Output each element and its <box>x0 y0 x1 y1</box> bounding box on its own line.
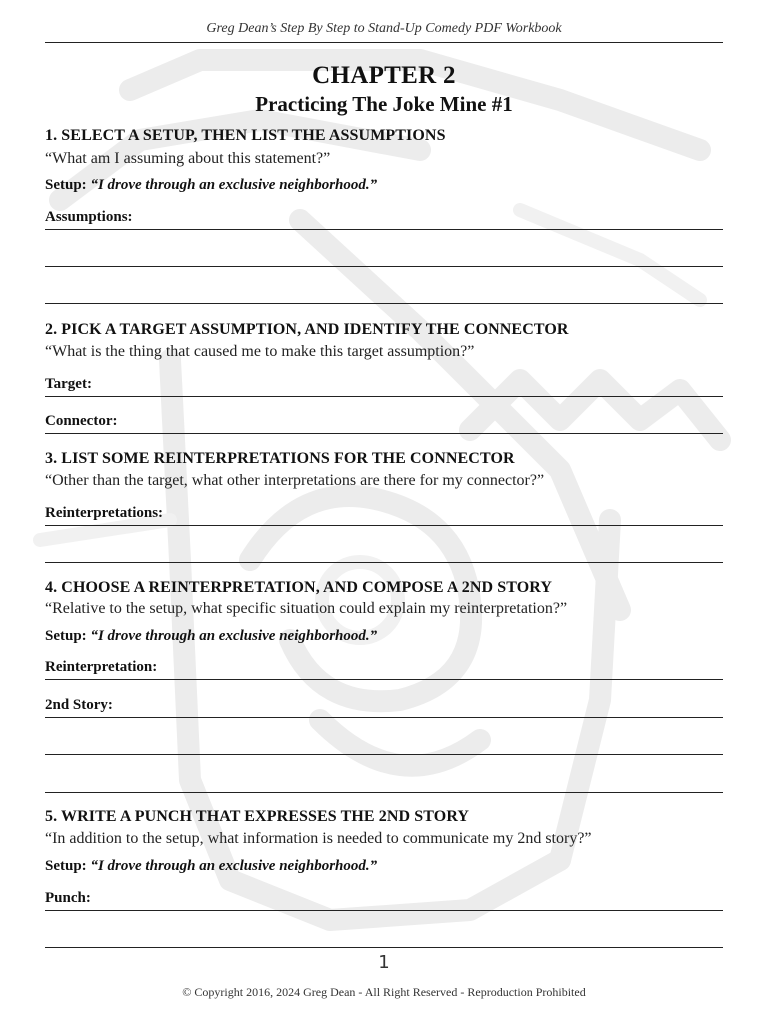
section-5-setup <box>45 858 377 875</box>
assumptions-answer-line-1[interactable] <box>45 229 723 230</box>
page-number: 1 <box>378 952 390 973</box>
second-story-answer-line-3[interactable] <box>45 792 723 793</box>
second-story-label: 2nd Story: <box>45 697 113 713</box>
page-header-title: Greg Dean’s Step By Step to Stand-Up Comedy PDF Workbook <box>206 21 562 36</box>
reinterpretations-answer-line-2[interactable] <box>45 562 723 563</box>
copyright-notice: © Copyright 2016, 2024 Greg Dean - All Right Reserved - Reproduction Prohibited <box>182 985 586 999</box>
reinterpretation-label: Reinterpretation: <box>45 659 158 675</box>
second-story-answer-line-1[interactable] <box>45 717 723 718</box>
setup-value: “I drove through an exclusive neighborhood.” <box>90 858 378 874</box>
section-5-heading: 5. WRITE A PUNCH THAT EXPRESSES THE 2ND STORY <box>45 808 470 825</box>
section-5-prompt: “In addition to the setup, what information is needed to communicate my 2nd story?” <box>45 830 592 847</box>
section-3-prompt: “Other than the target, what other interpretations are there for my connector?” <box>45 472 545 489</box>
chapter-title: CHAPTER 2 <box>312 62 456 89</box>
setup-value: “I drove through an exclusive neighborhood.” <box>90 177 378 193</box>
chapter-subtitle: Practicing The Joke Mine #1 <box>255 92 513 116</box>
punch-answer-line-2[interactable] <box>45 947 723 948</box>
punch-label: Punch: <box>45 890 91 906</box>
second-story-answer-line-2[interactable] <box>45 754 723 755</box>
section-2-heading: 2. PICK A TARGET ASSUMPTION, AND IDENTIFY THE CONNECTOR <box>45 321 569 338</box>
assumptions-answer-line-3[interactable] <box>45 303 723 304</box>
section-3-heading: 3. LIST SOME REINTERPRETATIONS FOR THE CONNECTOR <box>45 450 515 467</box>
setup-value: “I drove through an exclusive neighborhood.” <box>90 628 378 644</box>
section-4-setup <box>45 628 377 645</box>
reinterpretations-answer-line-1[interactable] <box>45 525 723 526</box>
target-label: Target: <box>45 376 92 392</box>
connector-answer-line[interactable] <box>45 433 723 434</box>
setup-label: Setup: <box>45 858 87 874</box>
target-answer-line[interactable] <box>45 396 723 397</box>
reinterpretations-label: Reinterpretations: <box>45 505 164 521</box>
reinterpretation-answer-line[interactable] <box>45 679 723 680</box>
setup-label: Setup: <box>45 628 87 644</box>
section-4-heading: 4. CHOOSE A REINTERPRETATION, AND COMPOSE A 2ND STORY <box>45 579 553 596</box>
section-1-heading: 1. SELECT A SETUP, THEN LIST THE ASSUMPTIONS <box>45 127 446 144</box>
section-2-prompt: “What is the thing that caused me to make this target assumption?” <box>45 343 475 360</box>
assumptions-answer-line-2[interactable] <box>45 266 723 267</box>
punch-answer-line-1[interactable] <box>45 910 723 911</box>
setup-label: Setup: <box>45 177 87 193</box>
assumptions-label: Assumptions: <box>45 209 133 225</box>
header-rule <box>45 42 723 43</box>
connector-label: Connector: <box>45 413 118 429</box>
section-4-prompt: “Relative to the setup, what specific situation could explain my reinterpretation?” <box>45 600 568 617</box>
section-1-setup <box>45 177 377 194</box>
section-1-prompt: “What am I assuming about this statement?” <box>45 150 331 167</box>
